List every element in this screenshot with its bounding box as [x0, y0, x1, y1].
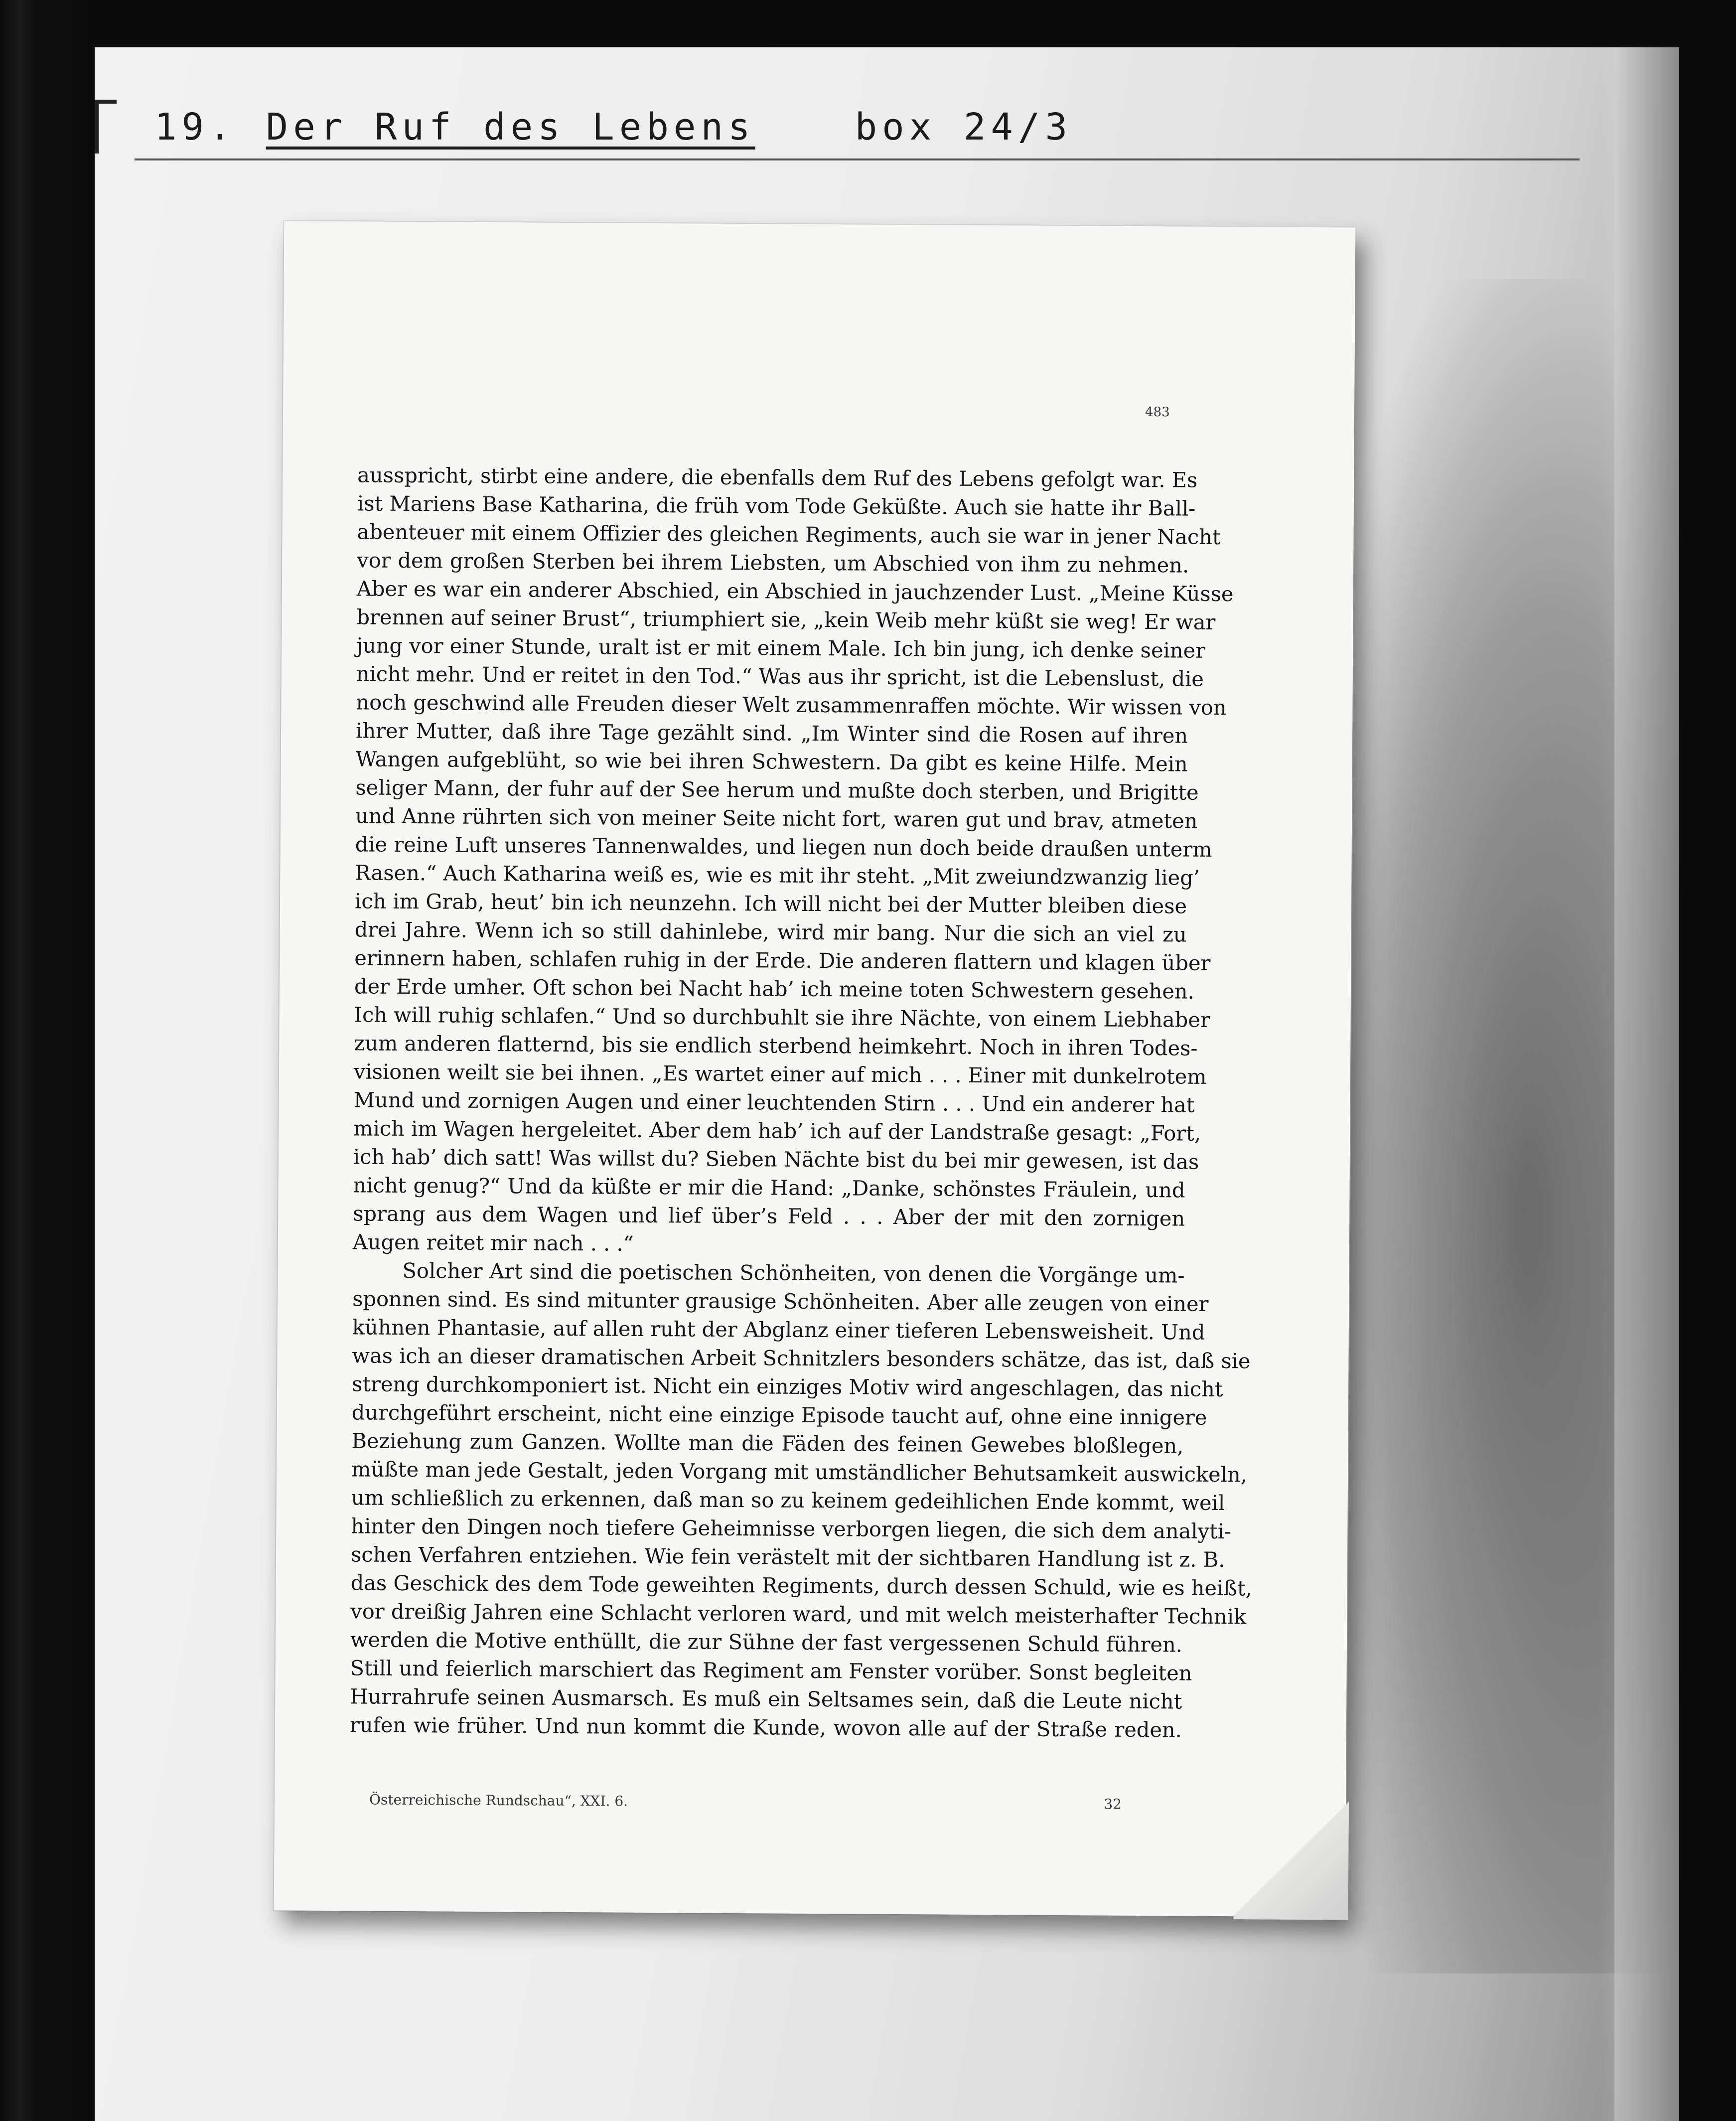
publication-reference: Österreichische Rundschau“, XXI. 6. [369, 1791, 628, 1810]
text-line: was ich an dieser dramatischen Arbeit Schnitzlers besonders schätze, das ist, daß sie [352, 1343, 1251, 1373]
text-line: um schließlich zu erkennen, daß man so zu keinem gedeihlichen Ende kommt, weil [351, 1485, 1225, 1515]
text-line: vor dreißig Jahren eine Schlacht verloren ward, und mit welch meisterhafter Technik [350, 1599, 1247, 1629]
text-line: Solcher Art sind die poetischen Schönheiten, von denen die Vorgänge um- [402, 1258, 1185, 1288]
text-line: ich hab’ dich satt! Was willst du? Sieben Nächte bist du bei mir gewesen, ist das [353, 1144, 1199, 1174]
text-line: Mund und zornigen Augen und einer leuchtenden Stirn . . . Und ein anderer hat [353, 1087, 1195, 1117]
text-line: das Geschick des dem Tode geweihten Regiments, durch dessen Schuld, wie es heißt, [350, 1570, 1253, 1601]
text-line: ist Mariens Base Katharina, die früh vom Tode Geküßte. Auch sie hatte ihr Ball- [357, 491, 1196, 521]
text-line: streng durchkomponiert ist. Nicht ein einziges Motiv wird angeschlagen, das nicht [351, 1371, 1223, 1402]
folded-corner [1234, 1800, 1349, 1920]
text-line: Ich will ruhig schlafen.“ Und so durchbuhlt sie ihre Nächte, von einem Liebhaber [354, 1002, 1210, 1032]
text-line: mich im Wagen hergeleitet. Aber dem hab’ ich auf der Landstraße gesagt: „Fort, [353, 1116, 1201, 1146]
text-line: jung vor einer Stunde, uralt ist er mit einem Male. Ich bin jung, ich denke seiner [356, 633, 1206, 663]
text-line: die reine Luft unseres Tannenwaldes, und liegen nun doch beide draußen unterm [355, 832, 1212, 862]
text-line: und Anne rührten sich von meiner Seite nicht fort, waren gut und brav, atmeten [355, 803, 1198, 833]
sheet-right-border [1614, 47, 1679, 2121]
text-line: schen Verfahren entziehen. Wie fein verästelt mit der sichtbaren Handlung ist z. B. [350, 1542, 1225, 1572]
text-line: sponnen sind. Es sind mitunter grausige Schönheiten. Aber alle zeugen von einer [352, 1286, 1209, 1316]
corner-bracket [95, 100, 117, 153]
clipping-text [349, 460, 1253, 1744]
text-line: brennen auf seiner Brust“, triumphiert sie, „kein Weib mehr küßt sie weg! Er war [356, 605, 1216, 634]
clipping-page-number: 483 [1145, 405, 1170, 420]
text-line: Rasen.“ Auch Katharina weiß es, wie es mit ihr steht. „Mit zweiundzwanzig lieg’ [355, 860, 1200, 890]
text-line: nicht mehr. Und er reitet in den Tod.“ Was aus ihr spricht, ist die Lebenslust, die [356, 661, 1204, 691]
text-line: erinnern haben, schlafen ruhig in der Erde. Die anderen flattern und klagen über [354, 945, 1211, 975]
newspaper-clipping [274, 221, 1356, 1917]
text-line: sprang aus dem Wagen und lief über’s Feld . . . Aber der mit den zornigen [353, 1201, 1185, 1231]
text-line: zum anderen flatternd, bis sie endlich sterbend heimkehrt. Noch in ihren Todes- [354, 1031, 1198, 1060]
text-line: durchgeführt erscheint, nicht eine einzige Episode taucht auf, ohne eine innigere [351, 1400, 1207, 1430]
text-line: ihrer Mutter, daß ihre Tage gezählt sind. „Im Winter sind die Rosen auf ihren [355, 718, 1188, 748]
text-line: Still und feierlich marschiert das Regiment am Fenster vorüber. Sonst begleiten [350, 1656, 1192, 1685]
header-title: Der Ruf des Lebens [266, 106, 755, 149]
archive-header [154, 100, 1072, 154]
text-line: vor dem großen Sterben bei ihrem Liebsten, um Abschied von ihm zu nehmen. [357, 548, 1189, 578]
text-line: Augen reitet mir nach . . .“ [352, 1229, 634, 1256]
header-box: box 24/3 [855, 106, 1073, 149]
text-line: hinter den Dingen noch tiefere Geheimnisse verborgen liegen, die sich dem analyti- [351, 1514, 1232, 1544]
header-divider [135, 158, 1580, 160]
header-number: 19. [154, 106, 236, 149]
clipping-footer [349, 1791, 1181, 1816]
text-line: seliger Mann, der fuhr auf der See herum und mußte doch sterben, und Brigitte [355, 775, 1199, 805]
text-line: werden die Motive enthüllt, die zur Sühne der fast vergessenen Schuld führen. [350, 1627, 1183, 1657]
text-line: noch geschwind alle Freuden dieser Welt zusammenraffen möchte. Wir wissen von [356, 690, 1227, 720]
text-line: müßte man jede Gestalt, jeden Vorgang mit umständlicher Behutsamkeit auswickeln, [351, 1457, 1248, 1487]
text-line: drei Jahre. Wenn ich so still dahinlebe, wird mir bang. Nur die sich an viel zu [354, 917, 1187, 947]
text-line: nicht genug?“ Und da küßte er mir die Hand: „Danke, schönstes Fräulein, und [353, 1173, 1185, 1203]
text-line: visionen weilt sie bei ihnen. „Es wartet einer auf mich . . . Einer mit dunkelrotem [353, 1059, 1207, 1089]
text-line: ausspricht, stirbt eine andere, die ebenfalls dem Ruf des Lebens gefolgt war. Es [357, 462, 1198, 492]
text-line: der Erde umher. Oft schon bei Nacht hab’ ich meine toten Schwestern gesehen. [354, 974, 1194, 1004]
text-line: Aber es war ein anderer Abschied, ein Abschied in jauchzender Lust. „Meine Küsse [356, 576, 1234, 606]
text-line: kühnen Phantasie, auf allen ruht der Abglanz einer tieferen Lebensweisheit. Und [352, 1315, 1205, 1345]
text-line: Hurrahrufe seinen Ausmarsch. Es muß ein Seltsames sein, daß die Leute nicht [350, 1684, 1182, 1714]
text-line: Beziehung zum Ganzen. Wollte man die Fäden des feinen Gewebes bloßlegen, [351, 1428, 1184, 1458]
signature-mark: 32 [1104, 1796, 1122, 1813]
text-line: ich im Grab, heut’ bin ich neunzehn. Ich will nicht bei der Mutter bleiben diese [354, 889, 1187, 918]
text-line: abenteuer mit einem Offizier des gleichen Regiments, auch sie war in jener Nacht [357, 519, 1221, 549]
text-line: rufen wie früher. Und nun kommt die Kunde, wovon alle auf der Straße reden. [349, 1712, 1182, 1742]
text-line: Wangen aufgeblüht, so wie bei ihren Schwestern. Da gibt es keine Hilfe. Mein [355, 747, 1188, 776]
